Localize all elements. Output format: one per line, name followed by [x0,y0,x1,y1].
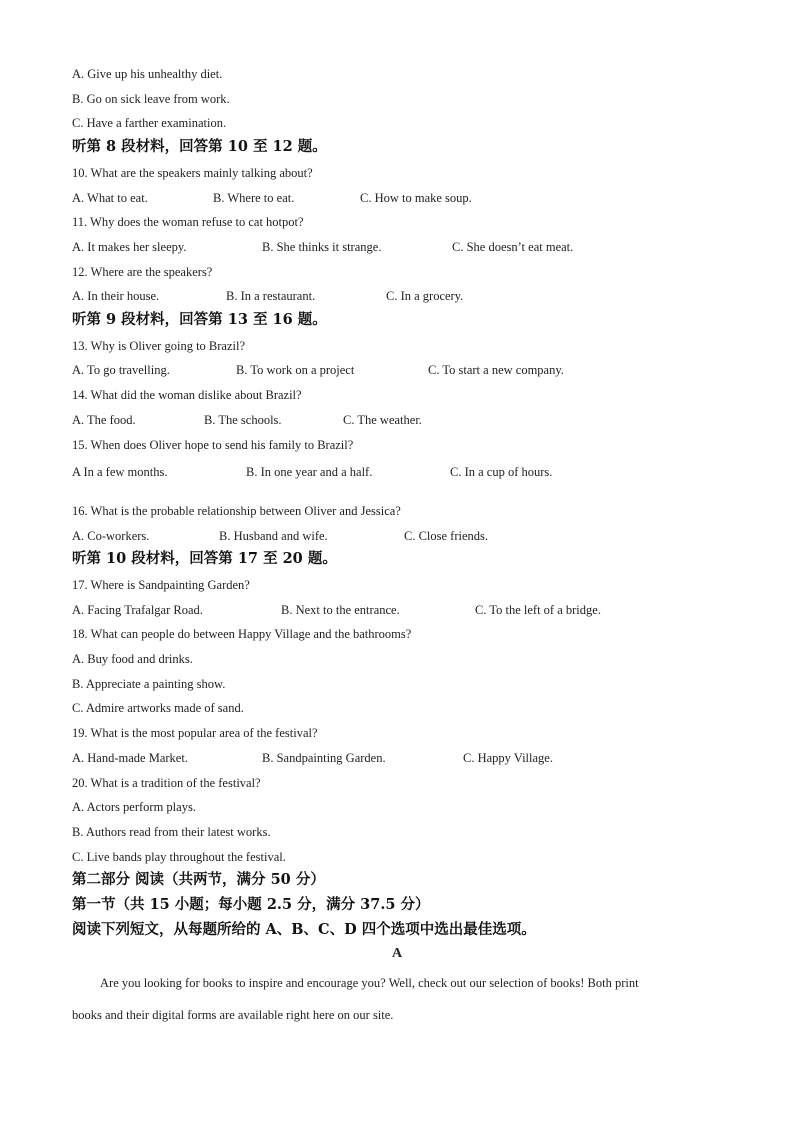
section-heading: 听第 9 段材料，回答第 13 至 16 题。 [72,311,327,328]
option-a: A. It makes her sleepy. [72,240,187,254]
option-c: C. Close friends. [404,529,489,543]
option-b: B. In a restaurant. [226,289,316,303]
option-c: C. In a cup of hours. [450,465,553,479]
option-c: C. Admire artworks made of sand. [72,701,244,715]
question: 16. What is the probable relationship between Oliver and Jessica? [72,504,401,518]
option-c: C. How to make soup. [360,191,472,205]
instructions: 阅读下列短文，从每题所给的 A、B、C、D 四个选项中选出最佳选项。 [72,921,536,938]
question: 10. What are the speakers mainly talking about? [72,166,313,180]
option-c: C. To start a new company. [428,363,564,377]
option-c: C. The weather. [343,413,422,427]
question: 15. When does Oliver hope to send his family to Brazil? [72,438,354,452]
option-a: A In a few months. [72,465,168,479]
option-c: C. In a grocery. [386,289,464,303]
passage-letter: A [391,946,403,961]
option-a: A. What to eat. [72,191,148,205]
option-c: C. To the left of a bridge. [475,603,601,617]
question: 13. Why is Oliver going to Brazil? [72,339,246,353]
option-c: C. She doesn’t eat meat. [452,240,574,254]
question: 12. Where are the speakers? [72,265,213,279]
passage-paragraph: books and their digital forms are available right here on our site. [72,1008,394,1022]
passage-paragraph: Are you looking for books to inspire and encourage you? Well, check out our selection of books! Both print [100,976,639,990]
option-a: A. Hand-made Market. [72,751,188,765]
option-b: B. In one year and a half. [246,465,373,479]
option-c: C. Happy Village. [463,751,553,765]
option-a: A. To go travelling. [72,363,170,377]
section-heading: 第一节（共 15 小题；每小题 2.5 分，满分 37.5 分） [72,896,430,913]
option-b: B. Husband and wife. [219,529,328,543]
question: 11. Why does the woman refuse to cat hotpot? [72,215,304,229]
option-c: C. Live bands play throughout the festival. [72,850,286,864]
option-a: A. The food. [72,413,136,427]
question: 20. What is a tradition of the festival? [72,776,261,790]
option-b: B. Sandpainting Garden. [262,751,386,765]
option-b: B. Authors read from their latest works. [72,825,271,839]
option-a: A. Buy food and drinks. [72,652,193,666]
option-a: A. Co-workers. [72,529,150,543]
part-heading: 第二部分 阅读（共两节，满分 50 分） [72,871,325,888]
option-line: A. Give up his unhealthy diet. [72,67,223,81]
option-b: B. Next to the entrance. [281,603,400,617]
option-a: A. Actors perform plays. [72,800,196,814]
option-b: B. The schools. [204,413,282,427]
option-line: C. Have a farther examination. [72,116,227,130]
question: 19. What is the most popular area of the festival? [72,726,318,740]
option-a: A. Facing Trafalgar Road. [72,603,203,617]
option-b: B. Where to eat. [213,191,295,205]
section-heading: 听第 10 段材料，回答第 17 至 20 题。 [72,550,337,567]
question: 18. What can people do between Happy Village and the bathrooms? [72,627,412,641]
question: 14. What did the woman dislike about Brazil? [72,388,302,402]
option-b: B. She thinks it strange. [262,240,382,254]
question: 17. Where is Sandpainting Garden? [72,578,250,592]
option-line: B. Go on sick leave from work. [72,92,230,106]
section-heading: 听第 8 段材料，回答第 10 至 12 题。 [72,138,327,155]
option-a: A. In their house. [72,289,160,303]
option-b: B. Appreciate a painting show. [72,677,226,691]
option-b: B. To work on a project [236,363,355,377]
